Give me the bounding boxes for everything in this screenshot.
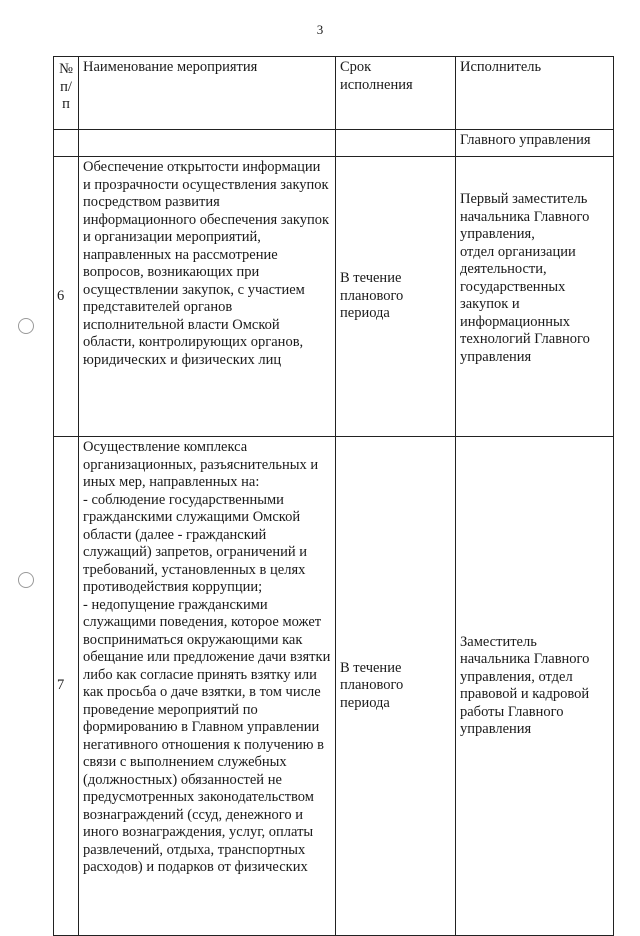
continuation-name-cell xyxy=(79,130,336,157)
row-executor: Первый заместитель начальника Главного управления, отдел организации деятельности, государственных закупок и информационных технологий Главного управления xyxy=(456,157,614,437)
row-number: 6 xyxy=(54,157,79,437)
row-number: 7 xyxy=(54,437,79,936)
table-row xyxy=(54,437,614,936)
page-number: 3 xyxy=(316,22,324,37)
continuation-number-cell xyxy=(54,130,79,157)
action-plan-table xyxy=(53,56,614,936)
continuation-executor-cell: Главного управления xyxy=(456,130,614,157)
row-name: Осуществление комплекса организационных, разъяснительных и иных мер, направленных на: - соблюдение государственными гражданскими служащими Омской области (далее - гражданский служащий) запретов, ограничений и требований, установленных в целях противодействия коррупции; - недопущение гражданскими служащими поведения, которое может восприниматься окружающими как обещание или предложение дачи взятки либо как согласие принять взятку или как просьба о даче взятки, в том числе проведение мероприятий по формированию в Главном управлении негативного отношения к получению в связи с выполнением служебных (должностных) обязанностей не предусмотренных законодательством вознаграждений (ссуд, денежного и иного вознаграждения, услуг, оплаты развлечений, отдыха, транспортных расходов) и подарков от физических xyxy=(79,437,336,936)
table-row xyxy=(54,157,614,437)
header-number: № п/п xyxy=(54,57,79,130)
header-executor: Исполнитель xyxy=(456,57,614,130)
continuation-term-cell xyxy=(336,130,456,157)
row-term: В течение планового периода xyxy=(336,157,456,437)
row-executor: Заместитель начальника Главного управления, отдел правовой и кадровой работы Главного управления xyxy=(456,437,614,936)
punch-hole-mark xyxy=(18,572,34,588)
header-name: Наименование мероприятия xyxy=(79,57,336,130)
row-name: Обеспечение открытости информации и прозрачности осуществления закупок посредством развития информационного обеспечения закупок и организации мероприятий, направленных на рассмотрение вопросов, возникающих при осуществлении закупок, с участием представителей органов исполнительной власти Омской области, контролирующих органов, юридических и физических лиц xyxy=(79,157,336,437)
table-header-row xyxy=(54,57,614,130)
continuation-row xyxy=(54,130,614,157)
header-term: Срок исполнения xyxy=(336,57,456,130)
row-term: В течение планового периода xyxy=(336,437,456,936)
punch-hole-mark xyxy=(18,318,34,334)
